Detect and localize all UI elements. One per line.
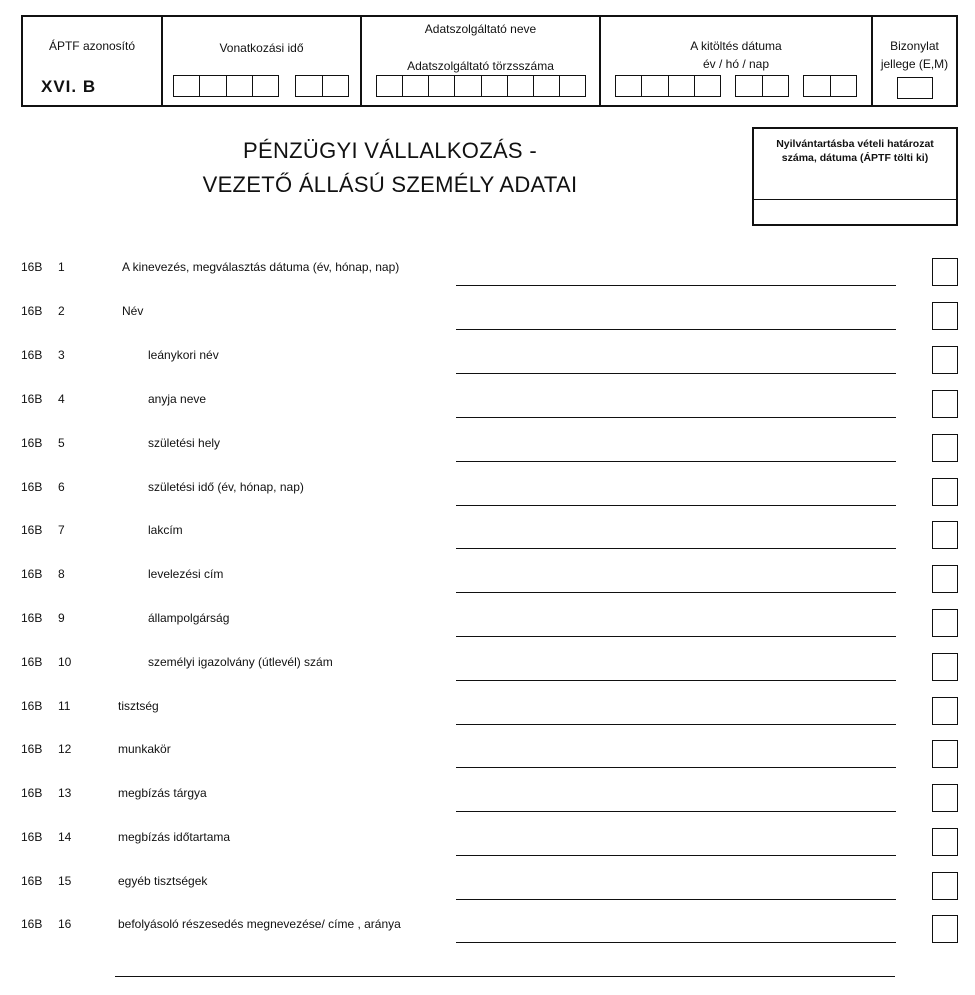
doc-type-label: Bizonylat: [890, 39, 939, 53]
row-label: állampolgárság: [148, 611, 230, 625]
form-row: [0, 693, 975, 737]
aptf-value: XVI. B: [41, 77, 97, 96]
fill-month-boxes[interactable]: [735, 75, 789, 97]
row-input-line[interactable]: [456, 811, 896, 812]
row-code: 16B: [21, 480, 43, 494]
row-label: anyja neve: [148, 392, 207, 406]
row-code: 16B: [21, 830, 43, 844]
row-code: 16B: [21, 655, 43, 669]
row-number: 11: [58, 699, 71, 713]
form-row: [0, 780, 975, 824]
row-number: 14: [58, 830, 72, 844]
row-number: 2: [58, 304, 65, 318]
form-row: [0, 517, 975, 561]
registration-box: [752, 127, 958, 226]
form-title-line-2: VEZETŐ ÁLLÁSÚ SZEMÉLY ADATAI: [202, 172, 578, 197]
row-number: 5: [58, 436, 65, 450]
form-row: [0, 824, 975, 868]
row-checkbox[interactable]: [932, 302, 958, 330]
row-code: 16B: [21, 567, 43, 581]
row-code: 16B: [21, 874, 43, 888]
fill-date-label: A kitöltés dátuma: [690, 39, 782, 53]
row-input-line[interactable]: [456, 285, 896, 286]
fill-day-boxes[interactable]: [803, 75, 857, 97]
row-code: 16B: [21, 917, 43, 931]
doc-type-label-2: jellege (E,M): [880, 57, 949, 71]
row-input-line[interactable]: [456, 855, 896, 856]
row-input-line[interactable]: [456, 461, 896, 462]
doc-type-cell: [873, 17, 956, 105]
row-label: megbízás időtartama: [118, 830, 231, 844]
row-number: 10: [58, 655, 72, 669]
row-label: személyi igazolvány (útlevél) szám: [148, 655, 333, 669]
row-code: 16B: [21, 523, 43, 537]
row-input-line[interactable]: [456, 767, 896, 768]
row-checkbox[interactable]: [932, 740, 958, 768]
row-label: befolyásoló részesedés megnevezése/ címe , aránya: [118, 917, 401, 931]
row-label: leánykori név: [148, 348, 219, 362]
form-row: [0, 911, 975, 955]
reference-year-boxes[interactable]: [173, 75, 279, 97]
row-checkbox[interactable]: [932, 697, 958, 725]
row-input-line[interactable]: [456, 373, 896, 374]
header-table: [21, 15, 958, 107]
form-row: [0, 342, 975, 386]
extra-input-line[interactable]: [115, 976, 895, 977]
form-row: [0, 561, 975, 605]
form-row: [0, 605, 975, 649]
row-number: 7: [58, 523, 65, 537]
row-code: 16B: [21, 436, 43, 450]
row-label: születési idő (év, hónap, nap): [148, 480, 304, 494]
aptf-cell: [23, 17, 163, 105]
row-label: A kinevezés, megválasztás dátuma (év, hónap, nap): [122, 260, 400, 274]
form-row: [0, 386, 975, 430]
row-input-line[interactable]: [456, 636, 896, 637]
provider-name-label: Adatszolgáltató neve: [424, 22, 537, 36]
row-checkbox[interactable]: [932, 434, 958, 462]
row-input-line[interactable]: [456, 724, 896, 725]
registration-divider: [754, 199, 956, 200]
form-row: [0, 736, 975, 780]
row-checkbox[interactable]: [932, 565, 958, 593]
row-code: 16B: [21, 611, 43, 625]
row-code: 16B: [21, 304, 43, 318]
provider-id-label: Adatszolgáltató törzsszáma: [407, 59, 554, 73]
form-row: [0, 474, 975, 518]
row-checkbox[interactable]: [932, 784, 958, 812]
doc-type-box[interactable]: [897, 77, 933, 99]
form-row: [0, 649, 975, 693]
row-label: születési hely: [148, 436, 221, 450]
form-row: [0, 868, 975, 912]
row-checkbox[interactable]: [932, 521, 958, 549]
row-number: 6: [58, 480, 65, 494]
registration-label-line-2: száma, dátuma (ÁPTF tölti ki): [781, 152, 929, 164]
row-label: megbízás tárgya: [118, 786, 207, 800]
row-label: levelezési cím: [148, 567, 224, 581]
row-label: munkakör: [118, 742, 171, 756]
reference-time-label: Vonatkozási idő: [219, 41, 304, 55]
provider-cell: [362, 17, 601, 105]
form-row: [0, 254, 975, 298]
row-number: 12: [58, 742, 72, 756]
row-number: 3: [58, 348, 65, 362]
row-number: 13: [58, 786, 72, 800]
registration-label: [754, 137, 956, 165]
row-input-line[interactable]: [456, 592, 896, 593]
row-label: tisztség: [118, 699, 159, 713]
form-row: [0, 430, 975, 474]
row-input-line[interactable]: [456, 899, 896, 900]
row-code: 16B: [21, 392, 43, 406]
row-code: 16B: [21, 348, 43, 362]
fill-date-format: év / hó / nap: [702, 57, 770, 71]
reference-time-cell: [163, 17, 362, 105]
provider-id-boxes[interactable]: [376, 75, 586, 97]
row-code: 16B: [21, 699, 43, 713]
row-number: 1: [58, 260, 65, 274]
row-checkbox[interactable]: [932, 828, 958, 856]
reference-month-boxes[interactable]: [295, 75, 349, 97]
row-checkbox[interactable]: [932, 872, 958, 900]
row-number: 15: [58, 874, 72, 888]
row-code: 16B: [21, 260, 43, 274]
aptf-label: ÁPTF azonosító: [48, 39, 136, 53]
row-number: 9: [58, 611, 65, 625]
row-label: Név: [122, 304, 144, 318]
row-input-line[interactable]: [456, 329, 896, 330]
row-checkbox[interactable]: [932, 258, 958, 286]
fill-date-cell: [601, 17, 873, 105]
row-label: lakcím: [148, 523, 183, 537]
row-label: egyéb tisztségek: [118, 874, 208, 888]
row-number: 16: [58, 917, 72, 931]
row-input-line[interactable]: [456, 505, 896, 506]
registration-label-line-1: Nyilvántartásba vételi határozat: [776, 138, 934, 150]
row-number: 8: [58, 567, 65, 581]
row-code: 16B: [21, 786, 43, 800]
row-number: 4: [58, 392, 65, 406]
row-checkbox[interactable]: [932, 390, 958, 418]
row-input-line[interactable]: [456, 680, 896, 681]
row-checkbox[interactable]: [932, 346, 958, 374]
row-checkbox[interactable]: [932, 478, 958, 506]
row-input-line[interactable]: [456, 548, 896, 549]
row-checkbox[interactable]: [932, 915, 958, 943]
row-checkbox[interactable]: [932, 609, 958, 637]
row-input-line[interactable]: [456, 417, 896, 418]
row-code: 16B: [21, 742, 43, 756]
fill-year-boxes[interactable]: [615, 75, 721, 97]
row-checkbox[interactable]: [932, 653, 958, 681]
form-row: [0, 298, 975, 342]
row-input-line[interactable]: [456, 942, 896, 943]
form-title-line-1: PÉNZÜGYI VÁLLALKOZÁS -: [243, 138, 537, 163]
